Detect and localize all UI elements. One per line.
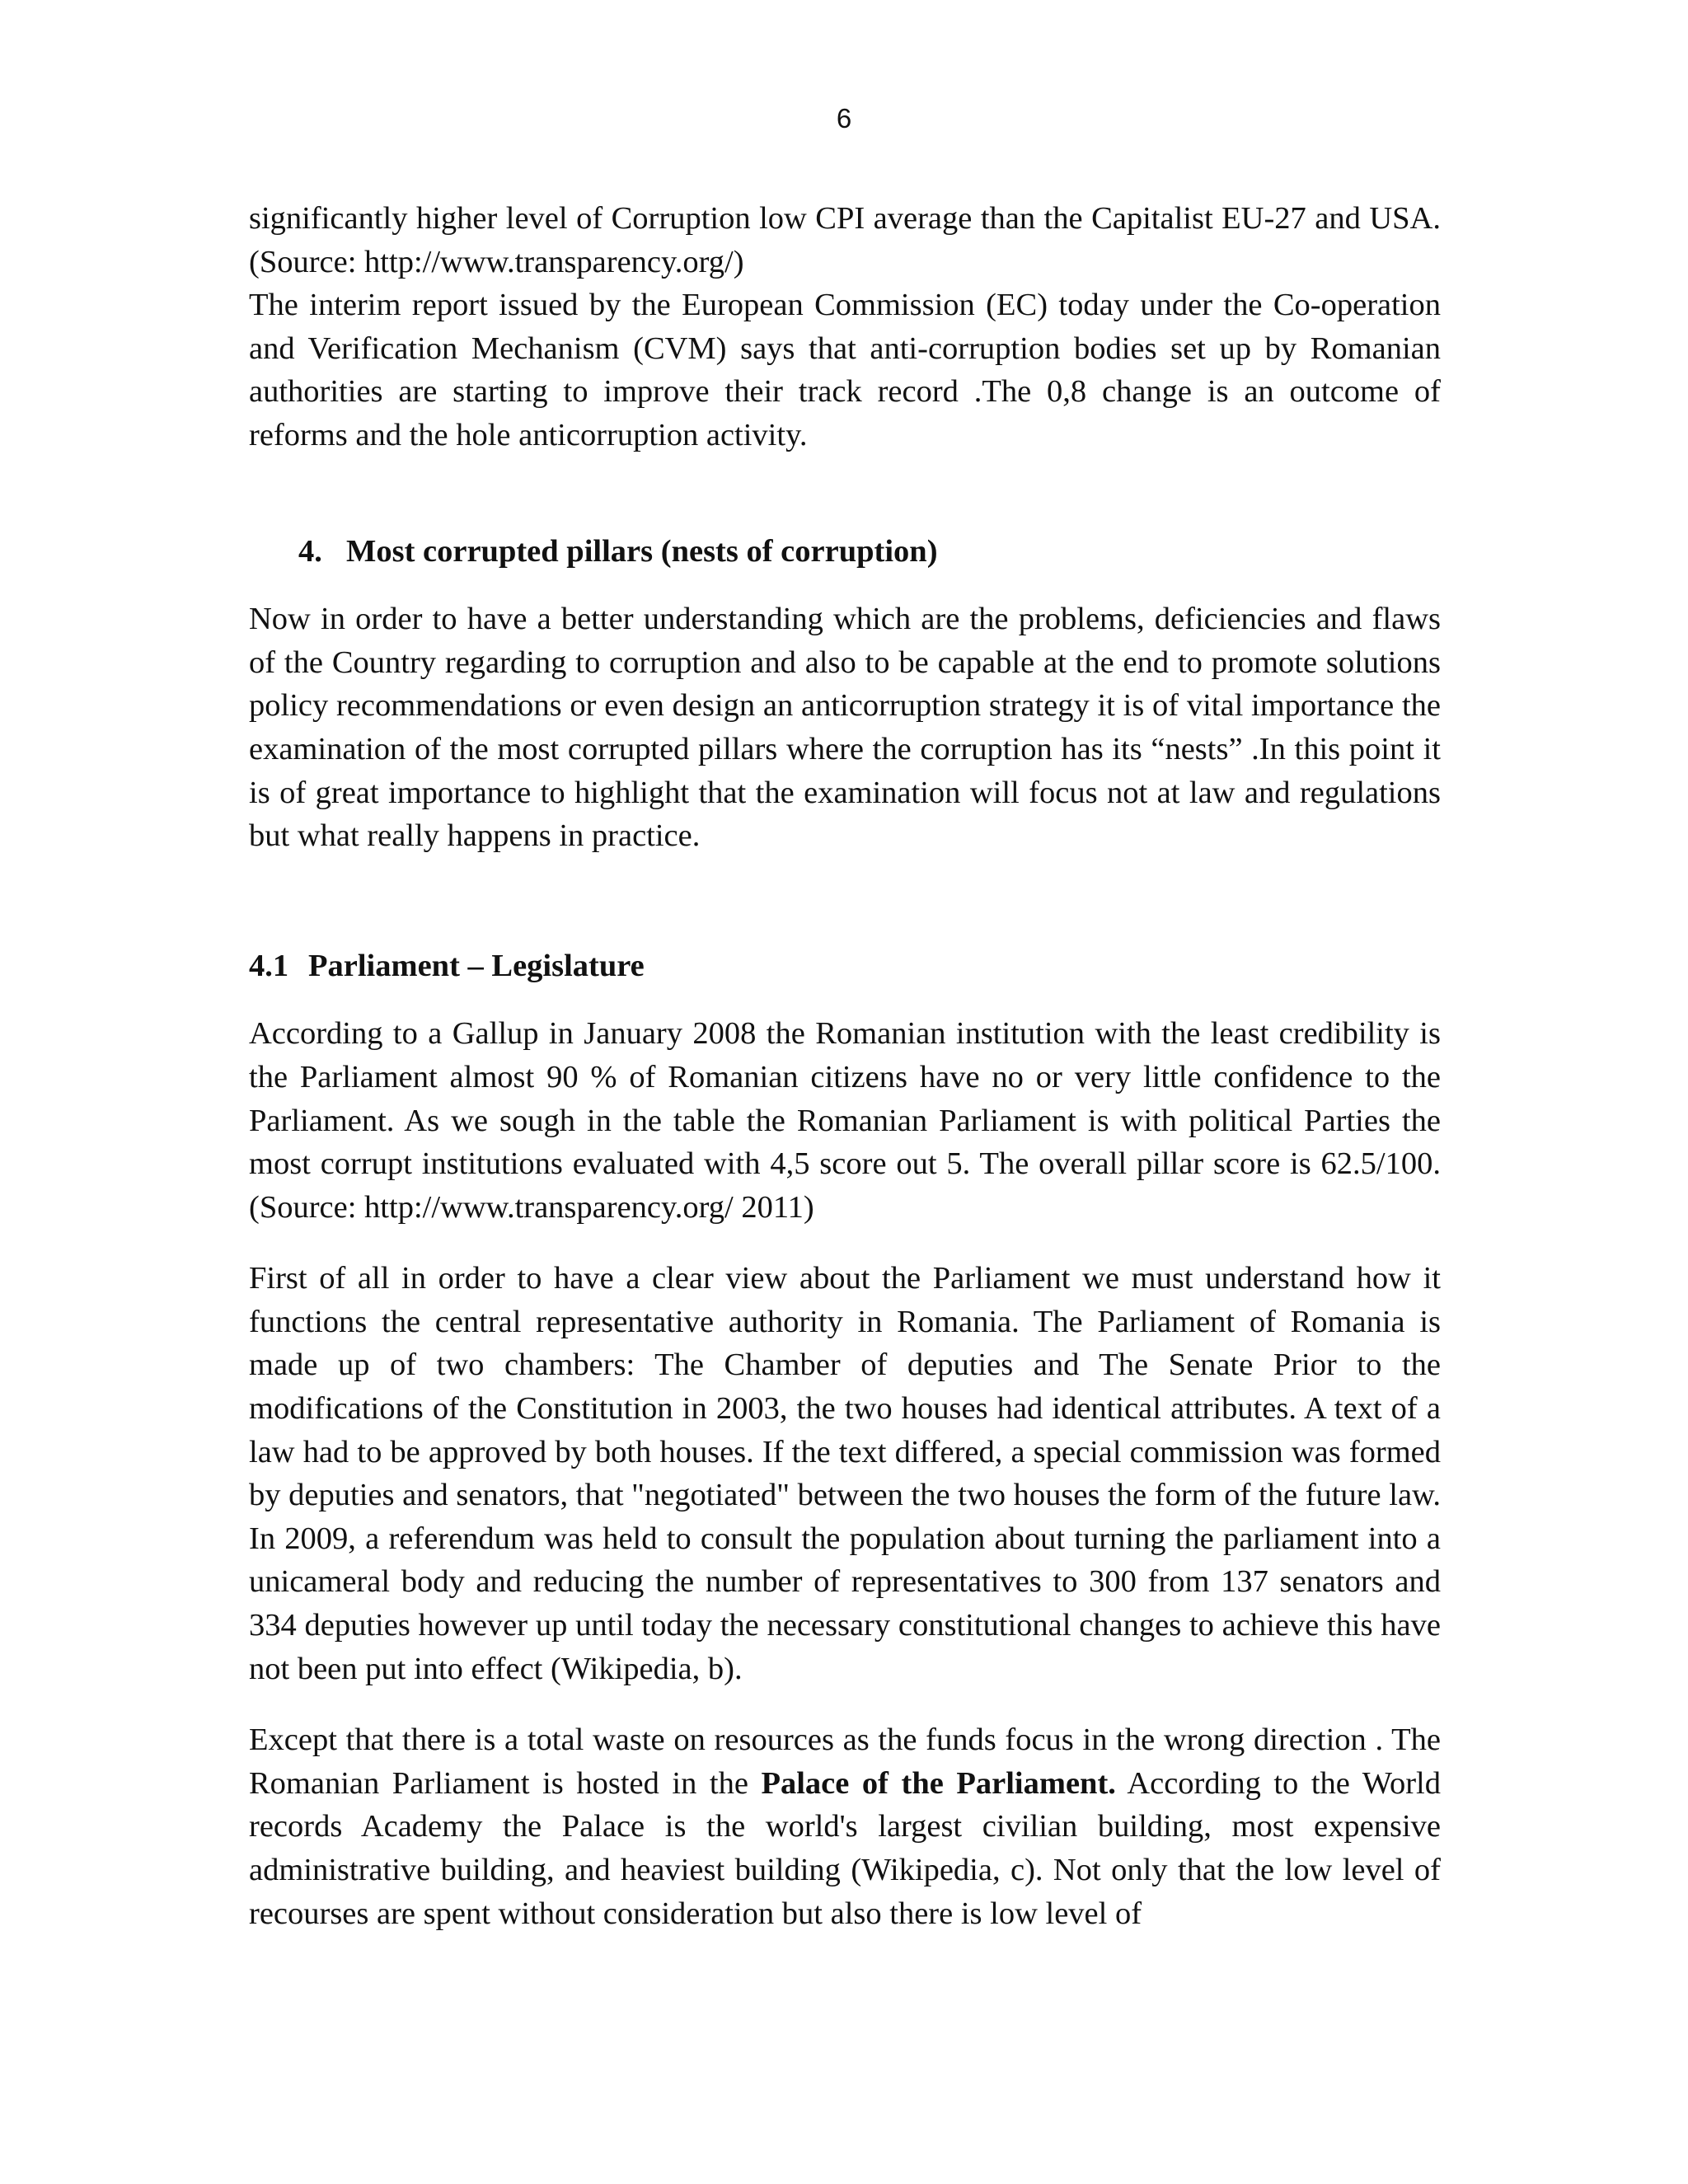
section-number: 4.	[298, 533, 322, 569]
subsection-number: 4.1	[249, 948, 289, 983]
section-heading-4	[249, 530, 1441, 574]
text-run: Except that there is a total waste on resources as the funds focus in the wrong direction . The Romanian Parliament is hosted in the	[249, 1722, 1441, 1801]
paragraph-gallup-survey: According to a Gallup in January 2008 the Romanian institution with the least credibility is the Parliament almost 90 % of Romanian citizens have no or very little confidence to the Parliament. As we sough in the table the Romanian Parliament is with political Parties the most corrupt institutions evaluated with 4,5 score out 5. The overall pillar score is 62.5/100. (Source: http://www.transparency.org/ 2011)	[249, 1016, 1441, 1225]
paragraph-ec-interim-report: The interim report issued by the European Commission (EC) today under the Co-operation and Verification Mechanism (CVM) says that anti-corruption bodies set up by Romanian authorities are starting to improve their track record .The 0,8 change is an outcome of reforms and the hole anticorruption activity.	[249, 288, 1441, 452]
document-body	[249, 197, 1441, 1935]
page-number: 6	[836, 103, 852, 134]
section-title: Most corrupted pillars (nests of corruption)	[346, 533, 938, 569]
bold-term-palace: Palace of the Parliament.	[761, 1765, 1116, 1801]
paragraph-palace-of-parliament	[249, 1718, 1441, 1935]
paragraph-parliament-structure: First of all in order to have a clear view about the Parliament we must understand how it functions the central representative authority in Romania. The Parliament of Romania is made up of two chambers: The Chamber of deputies and The Senate Prior to the modifications of the Constitution in 2003, the two houses had identical attributes. A text of a law had to be approved by both houses. If the text differed, a special commission was formed by deputies and senators, that "negotiated" between the two houses the form of the future law. In 2009, a referendum was held to consult the population about turning the parliament into a unicameral body and reducing the number of representatives to 300 from 137 senators and 334 deputies however up until today the necessary constitutional changes to achieve this have not been put into effect (Wikipedia, b).	[249, 1261, 1441, 1686]
paragraph-pillars-intro: Now in order to have a better understanding which are the problems, deficiencies and flaws of the Country regarding to corruption and also to be capable at the end to promote solutions policy recommendations or even design an anticorruption strategy it is of vital importance the examination of the most corrupted pillars where the corruption has its “nests” .In this point it is of great importance to highlight that the examination will focus not at law and regulations but what really happens in practice.	[249, 602, 1441, 854]
paragraph-cpi-comparison: significantly higher level of Corruption low CPI average than the Capitalist EU-27 and USA.(Source: http://www.transparency.org/)	[249, 201, 1441, 279]
section-heading-4-1	[249, 944, 1441, 988]
subsection-title: Parliament – Legislature	[308, 948, 645, 983]
text-run: According to the World records Academy the Palace is the world's largest civilian building, most expensive administrative building, and heaviest building (Wikipedia, c). Not only that the low level of recourses are spent without consideration but also there is low level of	[249, 1765, 1442, 1931]
